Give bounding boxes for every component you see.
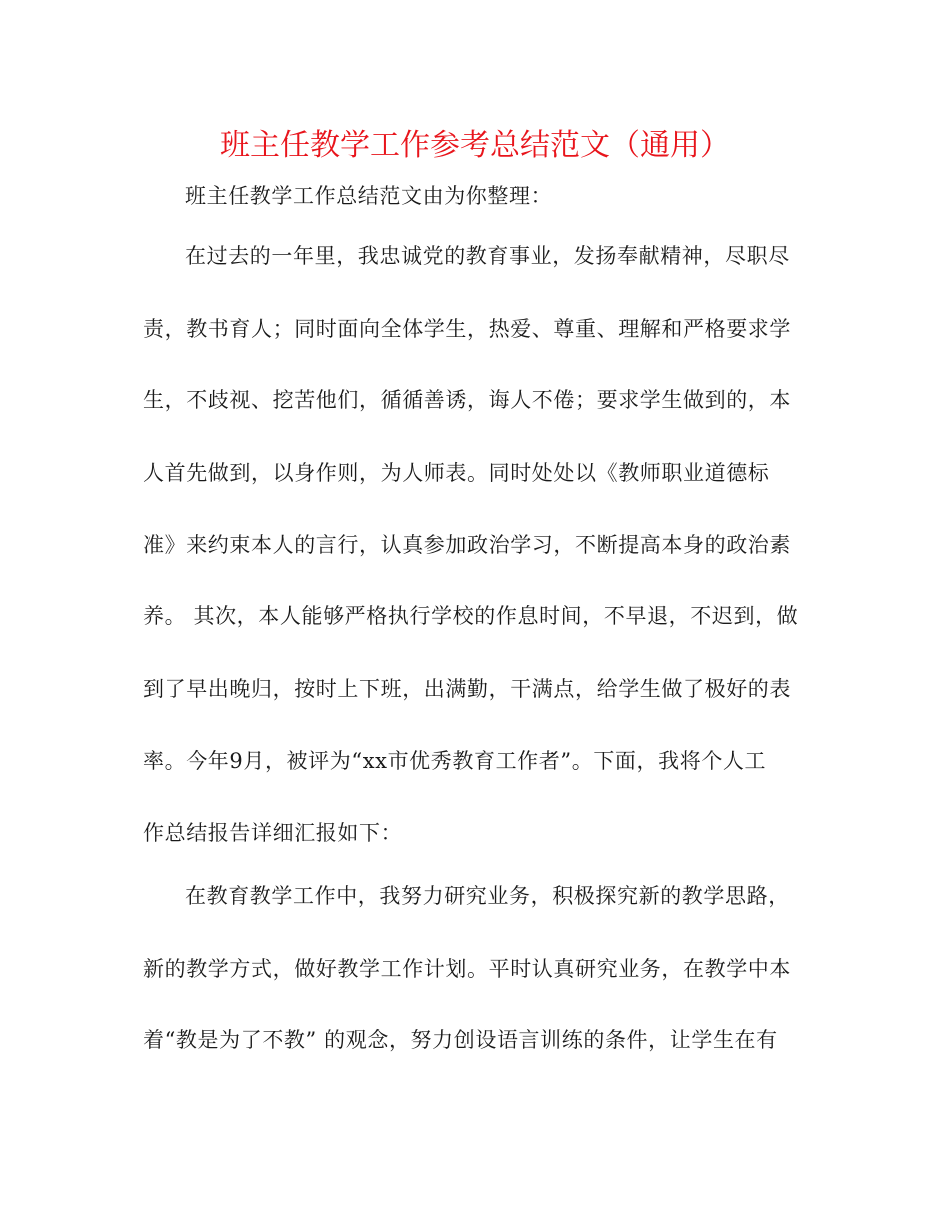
paragraph-line: 人首先做到，以身作则，为人师表。同时处处以《教师职业道德标 — [143, 461, 770, 485]
paragraph-line: 准》来约束本人的言行，认真参加政治学习，不断提高本身的政治素 — [143, 533, 791, 557]
paragraph-line: 生，不歧视、挖苦他们，循循善诱，诲人不倦；要求学生做到的，本 — [143, 388, 791, 412]
paragraph-line: 到了早出晚归，按时上下班，出满勤，干满点，给学生做了极好的表 — [143, 677, 791, 701]
paragraph-line: 新的教学方式，做好教学工作计划。平时认真研究业务，在教学中本 — [143, 957, 791, 981]
paragraph-line: 责，教书育人；同时面向全体学生，热爱、尊重、理解和严格要求学 — [143, 317, 791, 341]
paragraph-line: 班主任教学工作总结范文由为你整理： — [185, 184, 553, 208]
document-title: 班主任教学工作参考总结范文（通用） — [220, 128, 730, 163]
paragraph-line: 在过去的一年里，我忠诚党的教育事业，发扬奉献精神，尽职尽 — [185, 244, 790, 268]
paragraph-line: 作总结报告详细汇报如下： — [143, 821, 403, 845]
paragraph-line: 养。 其次，本人能够严格执行学校的作息时间，不早退，不迟到，做 — [143, 604, 799, 628]
paragraph-line: 率。今年9月，被评为“xx市优秀教育工作者”。下面，我将个人工 — [143, 749, 767, 773]
paragraph-line: 在教育教学工作中，我努力研究业务，积极探究新的教学思路， — [185, 884, 790, 908]
paragraph-line: 着“教是为了不教” 的观念，努力创设语言训练的条件，让学生在有 — [143, 1028, 778, 1052]
